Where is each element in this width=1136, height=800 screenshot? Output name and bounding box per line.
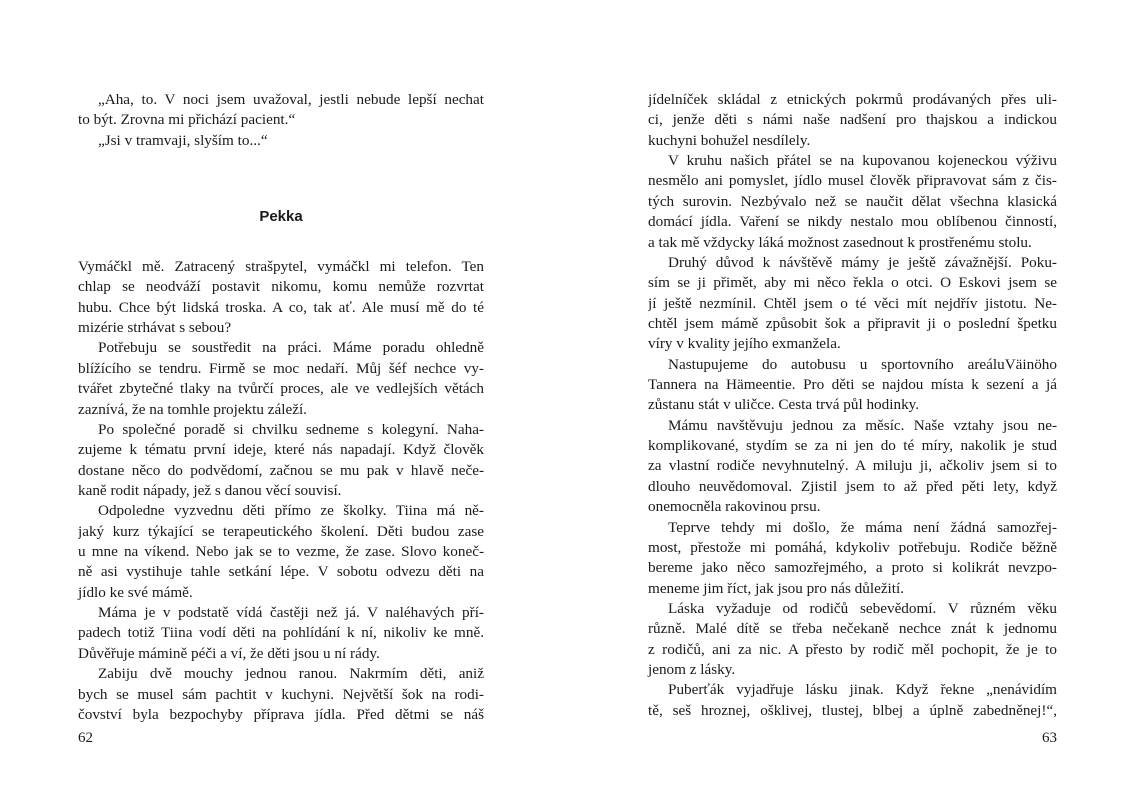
text-line: Máma je v podstatě vídá častěji než já. V naléhavých pří- bbox=[98, 604, 484, 622]
text-line: jí ještě nezmínil. Chtěl jsem o té věci mít nejdřív jistotu. Ne- bbox=[648, 294, 1057, 312]
text-line: Po společné poradě si chvilku sedneme s kolegyní. Naha- bbox=[98, 420, 484, 438]
paragraph bbox=[78, 90, 484, 131]
body-text bbox=[648, 90, 1057, 721]
text-line: chtěl jsem mámě způsobit šok a připravit ji o poslední špetku bbox=[648, 314, 1057, 332]
paragraph bbox=[648, 253, 1057, 355]
text-line: čovství byla bezpochyby příprava jídla. Před dětmi se náš bbox=[78, 705, 484, 723]
text-line: a tak mě vždycky láká možnost zasednout k prostřenému stolu. bbox=[648, 233, 1032, 251]
text-line: ně asi vystihuje tahle setkání lépe. V sobotu odvezu děti na bbox=[78, 563, 484, 581]
paragraph bbox=[78, 420, 484, 501]
paragraph bbox=[648, 680, 1057, 721]
text-line: kuchyni bohužel nesdílely. bbox=[648, 131, 811, 149]
text-line: Nastupujeme do autobusu u sportovního areáluVäinöho bbox=[668, 355, 1057, 373]
text-line: nesmělo ani pomyslet, jídlo musel člověk připravovat sám z čis- bbox=[648, 172, 1057, 190]
text-line: za vlastní rodiče nevyhnutelný. A miluju ji, ačkoliv jsem si to bbox=[648, 457, 1057, 475]
paragraph bbox=[648, 90, 1057, 151]
text-line: dostane něco do podvědomí, začnou se mu pak v hlavě neče- bbox=[78, 461, 484, 479]
text-line: V kruhu našich přátel se na kupovanou kojeneckou výživu bbox=[668, 152, 1057, 170]
paragraph bbox=[78, 501, 484, 603]
text-line: Důvěřuje mámině péči a ví, že děti jsou u ní rády. bbox=[78, 644, 380, 662]
text-line: chlap se neodváží postavit nikomu, komu nemůže rozvrtat bbox=[78, 278, 484, 296]
paragraph bbox=[78, 338, 484, 419]
body-text bbox=[78, 257, 484, 725]
text-line: meneme jim říct, jak jsou pro nás důležití. bbox=[648, 579, 905, 597]
text-line: jenom z lásky. bbox=[648, 661, 736, 679]
paragraph bbox=[648, 599, 1057, 680]
text-line: Zabiju dvě mouchy jednou ranou. Nakrmím děti, aniž bbox=[98, 665, 484, 683]
text-line: Mámu navštěvuju jednou za měsíc. Naše vztahy jsou ne- bbox=[668, 416, 1057, 434]
text-line: komplikované, stydím se za ni jen do té míry, nakolik je stud bbox=[648, 437, 1057, 455]
text-line: sím se ji přimět, aby mi něco řekla o otci. O Eskovi jsem se bbox=[648, 274, 1057, 292]
chapter-heading: Pekka bbox=[259, 208, 303, 225]
text-line: „Jsi v tramvaji, slyším to...“ bbox=[98, 131, 268, 149]
text-line: tě, seš hroznej, ošklivej, tlustej, blbej a úplně zabedněnej!“, bbox=[648, 701, 1057, 719]
text-line: domácí jídla. Vaření se nikdy nestalo mou oblíbenou činností, bbox=[648, 213, 1057, 231]
text-line: Potřebuju se soustředit na práci. Máme poradu ohledně bbox=[98, 339, 484, 357]
right-page bbox=[568, 0, 1136, 800]
text-line: most, přestože mi pomáhá, kdykoliv potřebuju. Rodiče běžně bbox=[648, 538, 1057, 556]
text-line: u mne na víkend. Nebo jak se to vezme, že zase. Slovo koneč- bbox=[78, 543, 484, 561]
text-line: zůstanu stát v uličce. Cesta trvá půl hodinky. bbox=[648, 396, 920, 414]
paragraph bbox=[78, 131, 484, 151]
text-line: Odpoledne vyzvednu děti přímo ze školky. Tiina má ně- bbox=[98, 502, 484, 520]
text-line: víry v kvality jejího exmanžela. bbox=[648, 335, 841, 353]
dialogue-text bbox=[78, 90, 484, 151]
text-line: Druhý důvod k návštěvě mámy je ještě závažnější. Poku- bbox=[668, 253, 1057, 271]
text-line: blížícího se tendru. Firmě se moc nedaří. Můj šéf nechce vy- bbox=[78, 359, 484, 377]
text-line: ci, jenže děti s námi naše nadšení pro thajskou a indickou bbox=[648, 111, 1057, 129]
text-line: Puberťák vyjadřuje lásku jinak. Když řekne „nenávidím bbox=[668, 681, 1057, 699]
text-line: zaznívá, že na tomhle projektu záleží. bbox=[78, 400, 307, 418]
page-number: 62 bbox=[78, 730, 93, 746]
text-line: hubu. Chce být lidská troska. A co, tak ať. Ale musí mě do té bbox=[78, 298, 484, 316]
text-line: „Aha, to. V noci jsem uvažoval, jestli nebude lepší nechat bbox=[98, 91, 484, 108]
text-line: Láska vyžaduje od rodičů sebevědomí. V různém věku bbox=[668, 599, 1057, 617]
paragraph bbox=[78, 257, 484, 338]
paragraph bbox=[78, 603, 484, 664]
text-line: onemocněla rakovinou prsu. bbox=[648, 498, 821, 516]
paragraph bbox=[78, 664, 484, 725]
text-line: to být. Zrovna mi přichází pacient.“ bbox=[78, 111, 296, 129]
paragraph bbox=[648, 151, 1057, 253]
text-line: dlouho neuvědomoval. Zjistil jsem to až před pěti lety, když bbox=[648, 477, 1057, 495]
text-line: zujeme k tématu první ideje, které nás napadají. Když člověk bbox=[78, 441, 484, 459]
text-line: z rodičů, ani za nic. A přesto by rodič měl pochopit, že je to bbox=[648, 640, 1057, 658]
text-line: jaký kurz týkající se terapeutického školení. Děti budou zase bbox=[78, 522, 484, 540]
text-line: bereme jako něco samozřejmého, a proto si kolikrát nevzpo- bbox=[648, 559, 1057, 577]
text-line: padech totiž Tiina vodí děti na pohlídání k ní, nikoliv ke mně. bbox=[78, 624, 484, 642]
paragraph bbox=[648, 518, 1057, 599]
text-line: Teprve tehdy mi došlo, že máma není žádná samozřej- bbox=[668, 518, 1057, 536]
text-line: kaně rodit nápady, jež s danou věcí souvisí. bbox=[78, 481, 342, 499]
text-line: tvářet zbytečné tlaky na tvůrčí proces, ale ve vedlejších větách bbox=[78, 380, 484, 398]
text-line: bych se musel sám pachtit v kuchyni. Největší šok na rodi- bbox=[78, 685, 484, 703]
text-line: různě. Malé dítě se třeba nečekaně nechce znát k jednomu bbox=[648, 620, 1057, 638]
paragraph bbox=[648, 416, 1057, 518]
text-line: Tannera na Hämeentie. Pro děti se najdou místa k sezení a já bbox=[648, 376, 1057, 394]
text-line: Vymáčkl mě. Zatracený strašpytel, vymáčkl mi telefon. Ten bbox=[78, 258, 484, 275]
page-number: 63 bbox=[1042, 730, 1057, 746]
text-line: mizérie strhávat s sebou? bbox=[78, 319, 232, 337]
paragraph bbox=[648, 355, 1057, 416]
text-line: jídlo ke své mámě. bbox=[78, 583, 193, 601]
text-line: tých surovin. Nezbývalo než se naučit dělat všechna klasická bbox=[648, 192, 1057, 210]
text-line: jídelníček skládal z etnických pokrmů prodávaných přes uli- bbox=[648, 91, 1057, 108]
